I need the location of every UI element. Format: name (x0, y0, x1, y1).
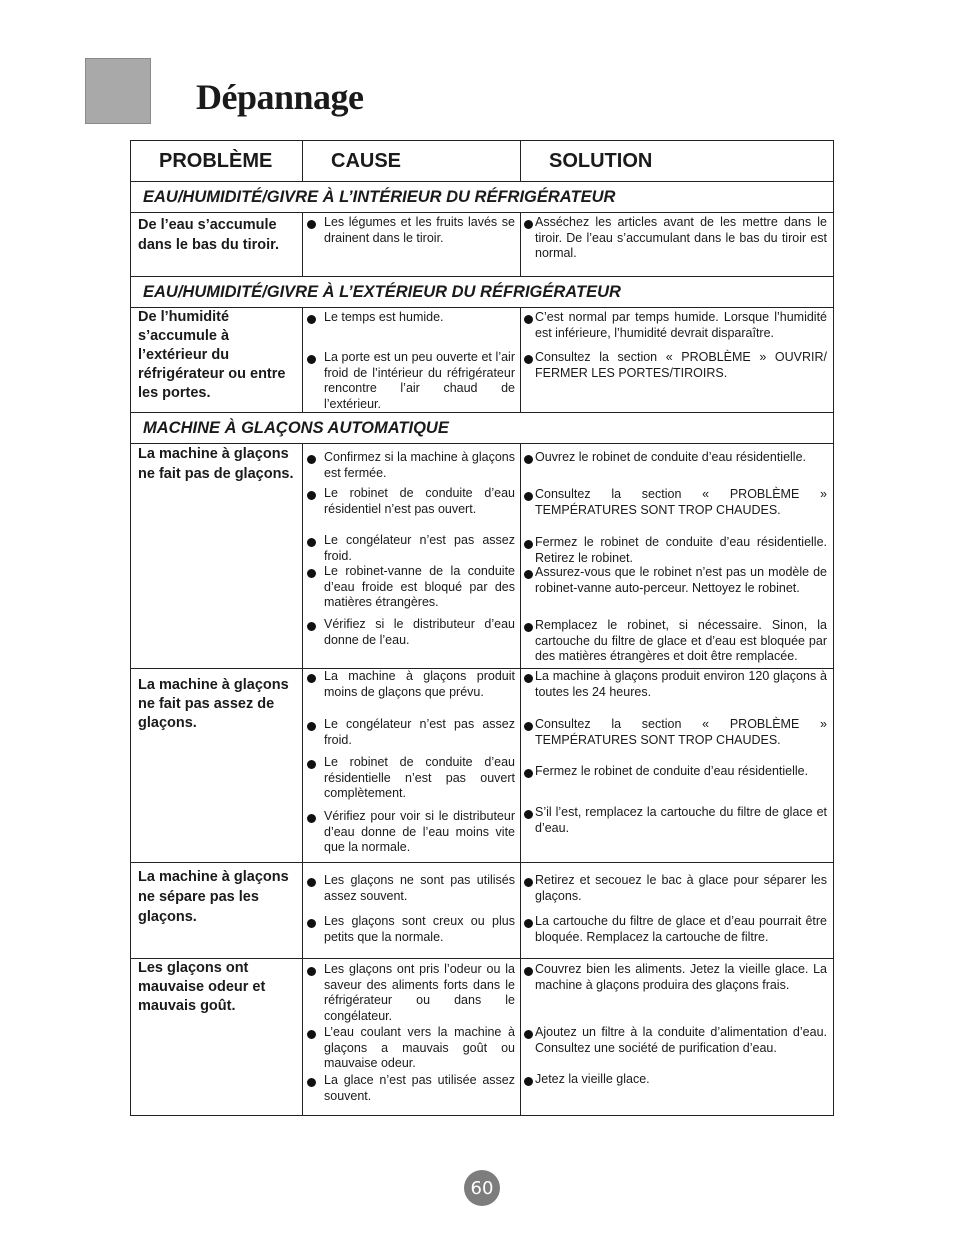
cause-bullet: Les légumes et les fruits lavés se drainent dans le tiroir. (324, 215, 515, 245)
solution-bullet: La cartouche du filtre de glace et d’eau pourrait être bloquée. Remplacez la cartouche de filtre. (535, 914, 827, 944)
cause-bullet: Vérifiez pour voir si le distributeur d’eau donne de l’eau moins vite que la normale. (324, 809, 515, 854)
section-ice-maker: MACHINE À GLAÇONS AUTOMATIQUE (131, 413, 833, 444)
solution-cell (521, 863, 833, 958)
solution-bullet: La machine à glaçons produit environ 120 glaçons à toutes les 24 heures. (535, 669, 827, 699)
solution-cell (521, 308, 833, 412)
solution-bullet: Fermez le robinet de conduite d’eau résidentielle. (535, 764, 827, 780)
problem-cell: La machine à glaçons ne fait pas de glaçons. (131, 444, 303, 668)
cause-bullet: Confirmez si la machine à glaçons est fermée. (324, 450, 515, 480)
decorative-gray-box (85, 58, 151, 124)
table-row (131, 669, 833, 863)
cause-bullet: Le temps est humide. (324, 310, 515, 326)
solution-bullet: Ouvrez le robinet de conduite d’eau résidentielle. (535, 450, 827, 466)
table-header (131, 141, 833, 182)
table-row (131, 863, 833, 959)
cause-cell (303, 959, 521, 1115)
section-interior-moisture: EAU/HUMIDITÉ/GIVRE À L’INTÉRIEUR DU RÉFRIGÉRATEUR (131, 182, 833, 213)
problem-cell: La machine à glaçons ne fait pas assez de glaçons. (131, 669, 303, 862)
cause-cell (303, 308, 521, 412)
table-row (131, 308, 833, 413)
solution-bullet: Asséchez les articles avant de les mettre dans le tiroir. De l’eau s’accumulant dans le bas du tiroir est normal. (535, 215, 827, 260)
troubleshooting-table (130, 140, 834, 1116)
solution-bullet: Consultez la section « PROBLÈME » TEMPÉRATURES SONT TROP CHAUDES. (535, 717, 827, 747)
solution-bullet: Assurez-vous que le robinet n’est pas un modèle de robinet-vanne auto-perceur. Nettoyez le robinet. (535, 565, 827, 595)
solution-bullet: Retirez et secouez le bac à glace pour séparer les glaçons. (535, 873, 827, 903)
cause-bullet: La porte est un peu ouverte et l’air froid de l’intérieur du réfrigérateur rencontre l’air chaud de l’extérieur. (324, 350, 515, 411)
page-number: 60 (464, 1170, 500, 1206)
table-row (131, 213, 833, 277)
solution-bullet: S’il l’est, remplacez la cartouche du filtre de glace et d’eau. (535, 805, 827, 835)
solution-bullet: Ajoutez un filtre à la conduite d’alimentation d’eau. Consultez une société de purification d’eau. (535, 1025, 827, 1055)
header-cause: CAUSE (303, 141, 521, 181)
problem-cell: De l’eau s’accumule dans le bas du tiroir. (131, 213, 303, 276)
solution-bullet: Couvrez bien les aliments. Jetez la vieille glace. La machine à glaçons produira des glaçons frais. (535, 962, 827, 992)
problem-cell: De l’humidité s’accumule à l’extérieur du réfrigérateur ou entre les portes. (131, 308, 303, 412)
solution-cell (521, 959, 833, 1115)
solution-bullet: Jetez la vieille glace. (535, 1072, 827, 1088)
solution-cell (521, 213, 833, 276)
solution-bullet: Consultez la section « PROBLÈME » OUVRIR/ FERMER LES PORTES/TIROIRS. (535, 350, 827, 380)
solution-bullet: Consultez la section « PROBLÈME » TEMPÉRATURES SONT TROP CHAUDES. (535, 487, 827, 517)
table-row (131, 444, 833, 669)
cause-bullet: Le robinet de conduite d’eau résidentiel n’est pas ouvert. (324, 486, 515, 516)
cause-cell (303, 669, 521, 862)
cause-cell (303, 444, 521, 668)
solution-bullet: Fermez le robinet de conduite d’eau résidentielle. Retirez le robinet. (535, 535, 827, 565)
cause-bullet: Le robinet-vanne de la conduite d’eau froide est bloqué par des matières étrangères. (324, 564, 515, 609)
problem-cell: La machine à glaçons ne sépare pas les glaçons. (131, 863, 303, 958)
cause-bullet: Le congélateur n’est pas assez froid. (324, 533, 515, 563)
cause-bullet: L’eau coulant vers la machine à glaçons a mauvais goût ou mauvaise odeur. (324, 1025, 515, 1070)
cause-bullet: Les glaçons ne sont pas utilisés assez souvent. (324, 873, 515, 903)
cause-bullet: Les glaçons sont creux ou plus petits que la normale. (324, 914, 515, 944)
cause-bullet: Le robinet de conduite d’eau résidentielle n’est pas ouvert complètement. (324, 755, 515, 800)
cause-cell (303, 213, 521, 276)
cause-bullet: Vérifiez si le distributeur d’eau donne de l’eau. (324, 617, 515, 647)
solution-bullet: C’est normal par temps humide. Lorsque l’humidité est inférieure, l’humidité devrait disparaître. (535, 310, 827, 340)
solution-cell (521, 669, 833, 862)
problem-cell: Les glaçons ont mauvaise odeur et mauvais goût. (131, 959, 303, 1115)
cause-bullet: Les glaçons ont pris l’odeur ou la saveur des aliments forts dans le réfrigérateur ou dans le congélateur. (324, 962, 515, 1023)
solution-bullet: Remplacez le robinet, si nécessaire. Sinon, la cartouche du filtre de glace et d’eau est bloquée par des matières étrangères et doit être remplacée. (535, 618, 827, 663)
cause-cell (303, 863, 521, 958)
solution-cell (521, 444, 833, 668)
header-problem: PROBLÈME (131, 141, 303, 181)
table-row (131, 959, 833, 1115)
header-solution: SOLUTION (549, 149, 653, 172)
section-exterior-moisture: EAU/HUMIDITÉ/GIVRE À L’EXTÉRIEUR DU RÉFRIGÉRATEUR (131, 277, 833, 308)
page-title: Dépannage (196, 77, 364, 117)
cause-bullet: Le congélateur n’est pas assez froid. (324, 717, 515, 747)
cause-bullet: La machine à glaçons produit moins de glaçons que prévu. (324, 669, 515, 699)
cause-bullet: La glace n’est pas utilisée assez souvent. (324, 1073, 515, 1103)
